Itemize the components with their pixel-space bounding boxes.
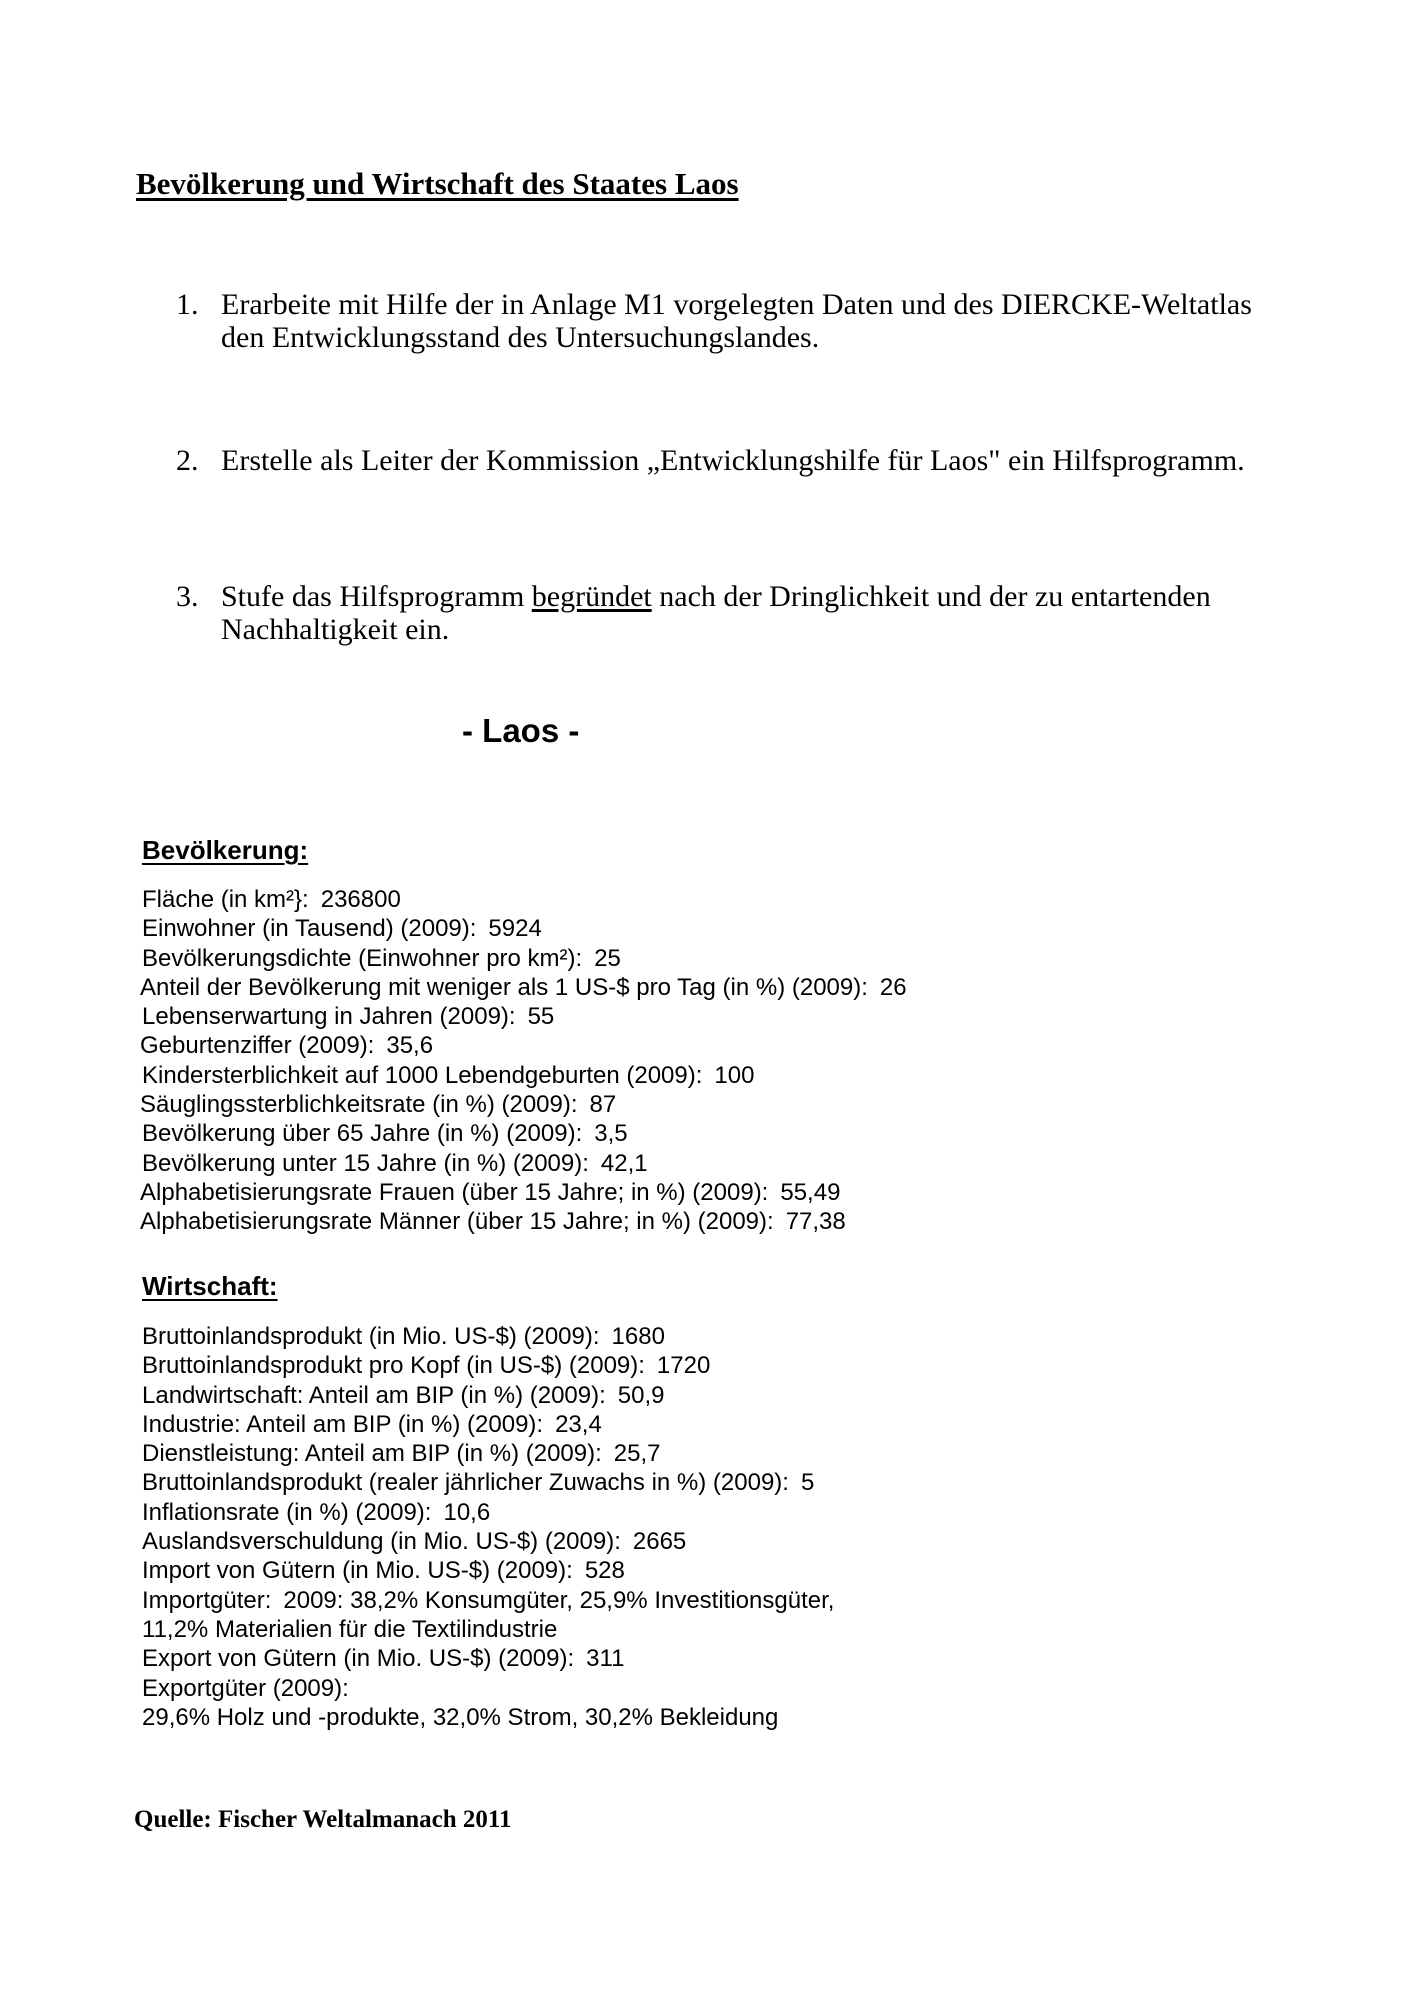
data-row [142,1468,834,1497]
data-label: 29,6% Holz und -produkte, 32,0% Strom, 30,2% Bekleidung [142,1703,779,1731]
task-text-part: Stufe das Hilfsprogramm [221,580,525,613]
data-row [140,1031,907,1060]
data-row [142,944,907,973]
data-value: 10,6 [443,1498,491,1526]
data-row [142,1381,834,1410]
data-value: 100 [714,1061,755,1089]
economy-data-list [142,1322,834,1732]
data-row [142,1119,907,1148]
task-text: Erstelle als Leiter der Kommission „Entwicklungshilfe für Laos" ein Hilfsprogramm. [221,444,1245,477]
data-row [140,973,907,1002]
data-value: 311 [586,1645,625,1673]
data-label: Bruttoinlandsprodukt pro Kopf (in US-$) (2009): [142,1352,645,1380]
data-row [142,1498,834,1527]
data-label: Geburtenziffer (2009): [140,1032,375,1060]
data-row [142,1351,834,1380]
data-row [142,914,907,943]
data-row [142,1556,834,1585]
task-text [221,580,1276,646]
data-row [142,885,907,914]
data-label: Exportgüter (2009): [142,1674,349,1702]
data-value: 23,4 [555,1410,602,1438]
data-label: Lebenserwartung in Jahren (2009): [142,1003,516,1031]
task-item-1 [176,288,1276,354]
data-label: Export von Gütern (in Mio. US-$) (2009): [142,1645,575,1673]
data-label: Alphabetisierungsrate Männer (über 15 Jahre; in %) (2009): [140,1208,774,1236]
data-value: 55,49 [780,1178,841,1206]
data-label: Bruttoinlandsprodukt (in Mio. US-$) (2009): [142,1323,600,1350]
data-row [142,1644,834,1673]
data-label: Inflationsrate (in %) (2009): [142,1498,432,1526]
data-row [140,1090,907,1119]
task-number: 2. [176,444,199,477]
data-row [142,1586,834,1615]
task-text-underlined: begründet [531,580,652,613]
data-label: Säuglingssterblichkeitsrate (in %) (2009): [140,1091,578,1119]
data-row [142,1439,834,1468]
task-item-3 [176,580,1276,646]
data-value: 42,1 [600,1149,648,1177]
data-label: Fläche (in km²}: [142,886,309,913]
data-label: Import von Gütern (in Mio. US-$) (2009): [142,1557,573,1585]
data-label: Kindersterblichkeit auf 1000 Lebendgeburten (2009): [142,1061,703,1089]
country-heading: - Laos - [462,712,580,749]
population-section-heading: Bevölkerung: [142,835,309,865]
data-label: Bevölkerung unter 15 Jahre (in %) (2009): [142,1149,589,1177]
data-value: 5924 [488,915,542,943]
source-citation: Quelle: Fischer Weltalmanach 2011 [134,1806,512,1833]
data-row [142,1527,834,1556]
data-label: Landwirtschaft: Anteil am BIP (in %) (2009): [142,1381,606,1409]
data-value: 3,5 [594,1120,628,1148]
data-row [142,1322,834,1351]
data-value: 26 [879,973,907,1001]
document-title: Bevölkerung und Wirtschaft des Staates Laos [136,166,739,201]
task-text: Erarbeite mit Hilfe der in Anlage M1 vorgelegten Daten und des DIERCKE-Weltatlas den Entwicklungsstand des Untersuchungslandes. [221,288,1252,354]
data-label: Bevölkerung über 65 Jahre (in %) (2009): [142,1120,583,1148]
data-label: Dienstleistung: Anteil am BIP (in %) (2009): [142,1440,602,1468]
data-row [142,1061,907,1090]
data-label: 11,2% Materialien für die Textilindustrie [142,1615,558,1643]
task-text-part: nach der Dringlichkeit und der zu entartenden Nachhaltigkeit ein. [221,580,1211,646]
data-value: 1680 [611,1323,665,1350]
economy-section-heading: Wirtschaft: [142,1271,278,1301]
data-row [142,1002,907,1031]
data-row [142,1410,834,1439]
data-label: Bruttoinlandsprodukt (realer jährlicher Zuwachs in %) (2009): [142,1469,789,1497]
data-value: 55 [527,1003,555,1031]
data-value: 25 [594,944,621,972]
data-row [142,1674,834,1703]
data-value: 528 [584,1557,625,1585]
data-value: 5 [800,1469,815,1497]
data-value: 87 [589,1091,617,1119]
data-row [142,1615,834,1644]
data-value: 77,38 [785,1208,846,1236]
data-value: 236800 [320,886,401,913]
task-item-2 [176,441,1276,481]
task-number: 1. [176,288,199,321]
data-label: Bevölkerungsdichte (Einwohner pro km²): [142,944,583,972]
population-data-list [142,885,907,1237]
task-number: 3. [176,580,199,613]
data-row [140,1207,907,1236]
data-label: Anteil der Bevölkerung mit weniger als 1 US-$ pro Tag (in %) (2009): [140,973,868,1001]
data-label: Importgüter: [142,1586,272,1614]
data-value: 2009: 38,2% Konsumgüter, 25,9% Investitionsgüter, [283,1586,835,1614]
data-label: Auslandsverschuldung (in Mio. US-$) (2009): [142,1528,621,1556]
data-row [140,1178,907,1207]
data-value: 35,6 [386,1032,434,1060]
data-value: 50,9 [617,1381,665,1409]
data-row [142,1149,907,1178]
data-row [142,1703,834,1732]
data-value: 25,7 [613,1440,661,1468]
data-label: Alphabetisierungsrate Frauen (über 15 Jahre; in %) (2009): [140,1178,769,1206]
data-value: 1720 [656,1352,711,1380]
data-value: 2665 [632,1528,687,1556]
data-label: Einwohner (in Tausend) (2009): [142,915,477,943]
data-label: Industrie: Anteil am BIP (in %) (2009): [142,1410,544,1438]
